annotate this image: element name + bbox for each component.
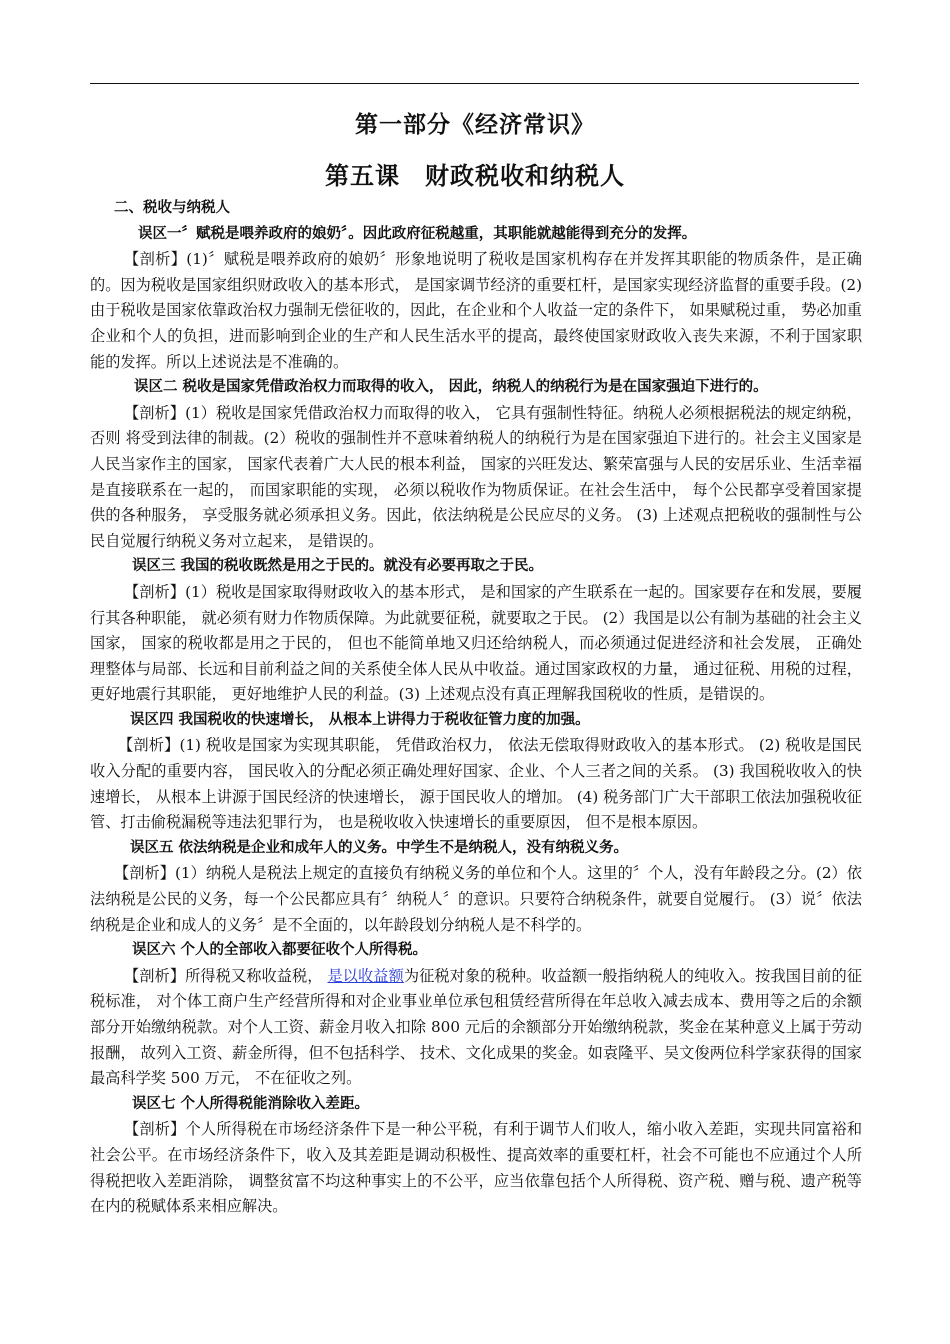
analysis-6 bbox=[90, 964, 862, 1092]
analysis-4: 【剖析】(1) 税收是国家为实现其职能， 凭借政治权力， 依法无偿取得财政收入的基本形式。 (2) 税收是国民收入分配的重要内容， 国民收入的分配必须正确处理好国家、企业、个人三者之间的关系。 (3) 我国税收收入的快速增长， 从根本上讲源于国民经济的快速增长， 源于国民收人的增加。 (4) 税务部门广大干部职工依法加强税收征管、打击偷税漏税等违法犯罪行为， 也是税收收入快速增长的重要原因， 但不是根本原因。 bbox=[90, 736, 862, 832]
analysis-2: 【剖析】(1）税收是国家凭借政治权力而取得的收入， 它具有强制性特征。纳税人必须根据税法的规定纳税， 否则 将受到法律的制裁。(2）税收的强制性并不意味着纳税人的纳税行为是在国家强迫下进行的。社会主义国家是人民当家作主的国家， 国家代表着广大人民的根本利益， 国家的兴旺发达、繁荣富强与人民的安居乐业、生活幸福是直接联系在一起的， 而国家职能的实现， 必须以税收作为物质保证。在社会生活中， 每个公民都享受着国家提供的各种服务， 享受服务就必须承担义务。因此，依法纳税是公民应尽的义务。 (3) 上述观点把税收的强制性与公民自觉履行纳税义务对立起来， 是错误的。 bbox=[90, 403, 862, 550]
analysis-1: 【剖析】(1)〞赋税是喂养政府的娘奶〞形象地说明了税收是国家机构存在并发挥其职能的物质条件，是正确的。因为税收是国家组织财政收入的基本形式， 是国家调节经济的重要杠杆，是国家实现经济监督的重要手段。(2) 由于税收是国家依靠政治权力强制无偿征收的，因此，在企业和个人收益一定的条件下， 如果赋税过重， 势必加重企业和个人的负担，进而影响到企业的生产和人民生活水平的提高，最终使国家财政收入丧失来源，不利于国家职能的发挥。所以上述说法是不准确的。 bbox=[90, 250, 862, 371]
analysis-6-lead: 【剖析】所得税又称收益税， bbox=[124, 966, 328, 985]
document-body bbox=[90, 196, 862, 1220]
analysis-7: 【剖析】个人所得税在市场经济条件下是一种公平税，有利于调节人们收人，缩小收入差距，实现共同富裕和社会公平。在市场经济条件下，收入及其差距是调动积极性、提高效率的重要杠杆，社会不可能也不应通过个人所得税把收入差距消除， 调整贫富不均这种事实上的不公平，应当依靠包括个人所得税、资产税、赠与税、遗产税等在内的税赋体系来相应解决。 bbox=[90, 1120, 862, 1216]
misconception-5: 误区五 依法纳税是企业和成年人的义务。中学生不是纳税人，没有纳税义务。 bbox=[130, 839, 629, 856]
analysis-3: 【剖析】(1）税收是国家取得财政收入的基本形式， 是和国家的产生联系在一起的。国家要存在和发展，要履行其各种职能， 就必须有财力作物质保障。为此就要征税，就要取之于民。 (2）我国是以公有制为基础的社会主义国家， 国家的税收都是用之于民的， 但也不能简单地又归还给纳税人，而必须通过促进经济和社会发展， 正确处理整体与局部、长远和目前利益之间的关系使全体人民从中收益。通过国家政权的力量， 通过征税、用税的过程， 更好地震行其职能， 更好地维护人民的利益。(3) 上述观点没有真正理解我国税收的性质，是错误的。 bbox=[90, 582, 862, 704]
part-title: 第一部分《经济常识》 bbox=[355, 112, 595, 138]
analysis-6-rest: 为征税对象的税种。收益额一般指纳税人的纯收入。按我国目前的征税标准， 对个体工商户生产经营所得和对企业事业单位承包租赁经营所得在年总收入减去成本、费用等之后的余额部分开始缴纳税款。对个人工资、薪金月收入扣除 800 元后的余额部分开始缴纳税款，奖金在某种意义上属于劳动报酬， 故列入工资、薪金所得，但不包括科学、 技术、文化成果的奖金。如袁隆平、吴文俊两位科学家获得的国家最高科学奖 500 万元， 不在征收之列。 bbox=[90, 966, 863, 1088]
misconception-7: 误区七 个人所得税能消除收入差距。 bbox=[132, 1095, 370, 1112]
misconception-4: 误区四 我国税收的快速增长， 从根本上讲得力于税收征管力度的加强。 bbox=[130, 711, 590, 728]
analysis-5: 【剖析】(1）纳税人是税法上规定的直接负有纳税义务的单位和个人。这里的〞个人，没有年龄段之分。(2）依法纳税是公民的义务，每一个公民都应具有〞纳税人〞的意识。只要符合纳税条件，就要自觉履行。 (3）说〞依法纳税是企业和成人的义务〞是不全面的，以年龄段划分纳税人是不科学的。 bbox=[90, 864, 862, 934]
misconception-3: 误区三 我国的税收既然是用之于民的。就没有必要再取之于民。 bbox=[132, 558, 544, 575]
misconception-6: 误区六 个人的全部收入都要征收个人所得税。 bbox=[132, 942, 428, 959]
header-rule bbox=[90, 83, 859, 84]
lesson-title: 第五课 财政税收和纳税人 bbox=[325, 162, 625, 190]
section-title: 二、税收与纳税人 bbox=[114, 200, 230, 216]
misconception-1: 误区一〞赋税是喂养政府的娘奶〞。因此政府征税越重，其职能就越能得到充分的发挥。 bbox=[138, 225, 697, 242]
misconception-2: 误区二 税收是国家凭借政治权力而取得的收入， 因此，纳税人的纳税行为是在国家强迫下进行的。 bbox=[134, 379, 768, 396]
income-amount-link[interactable]: 是以收益额 bbox=[327, 966, 404, 985]
